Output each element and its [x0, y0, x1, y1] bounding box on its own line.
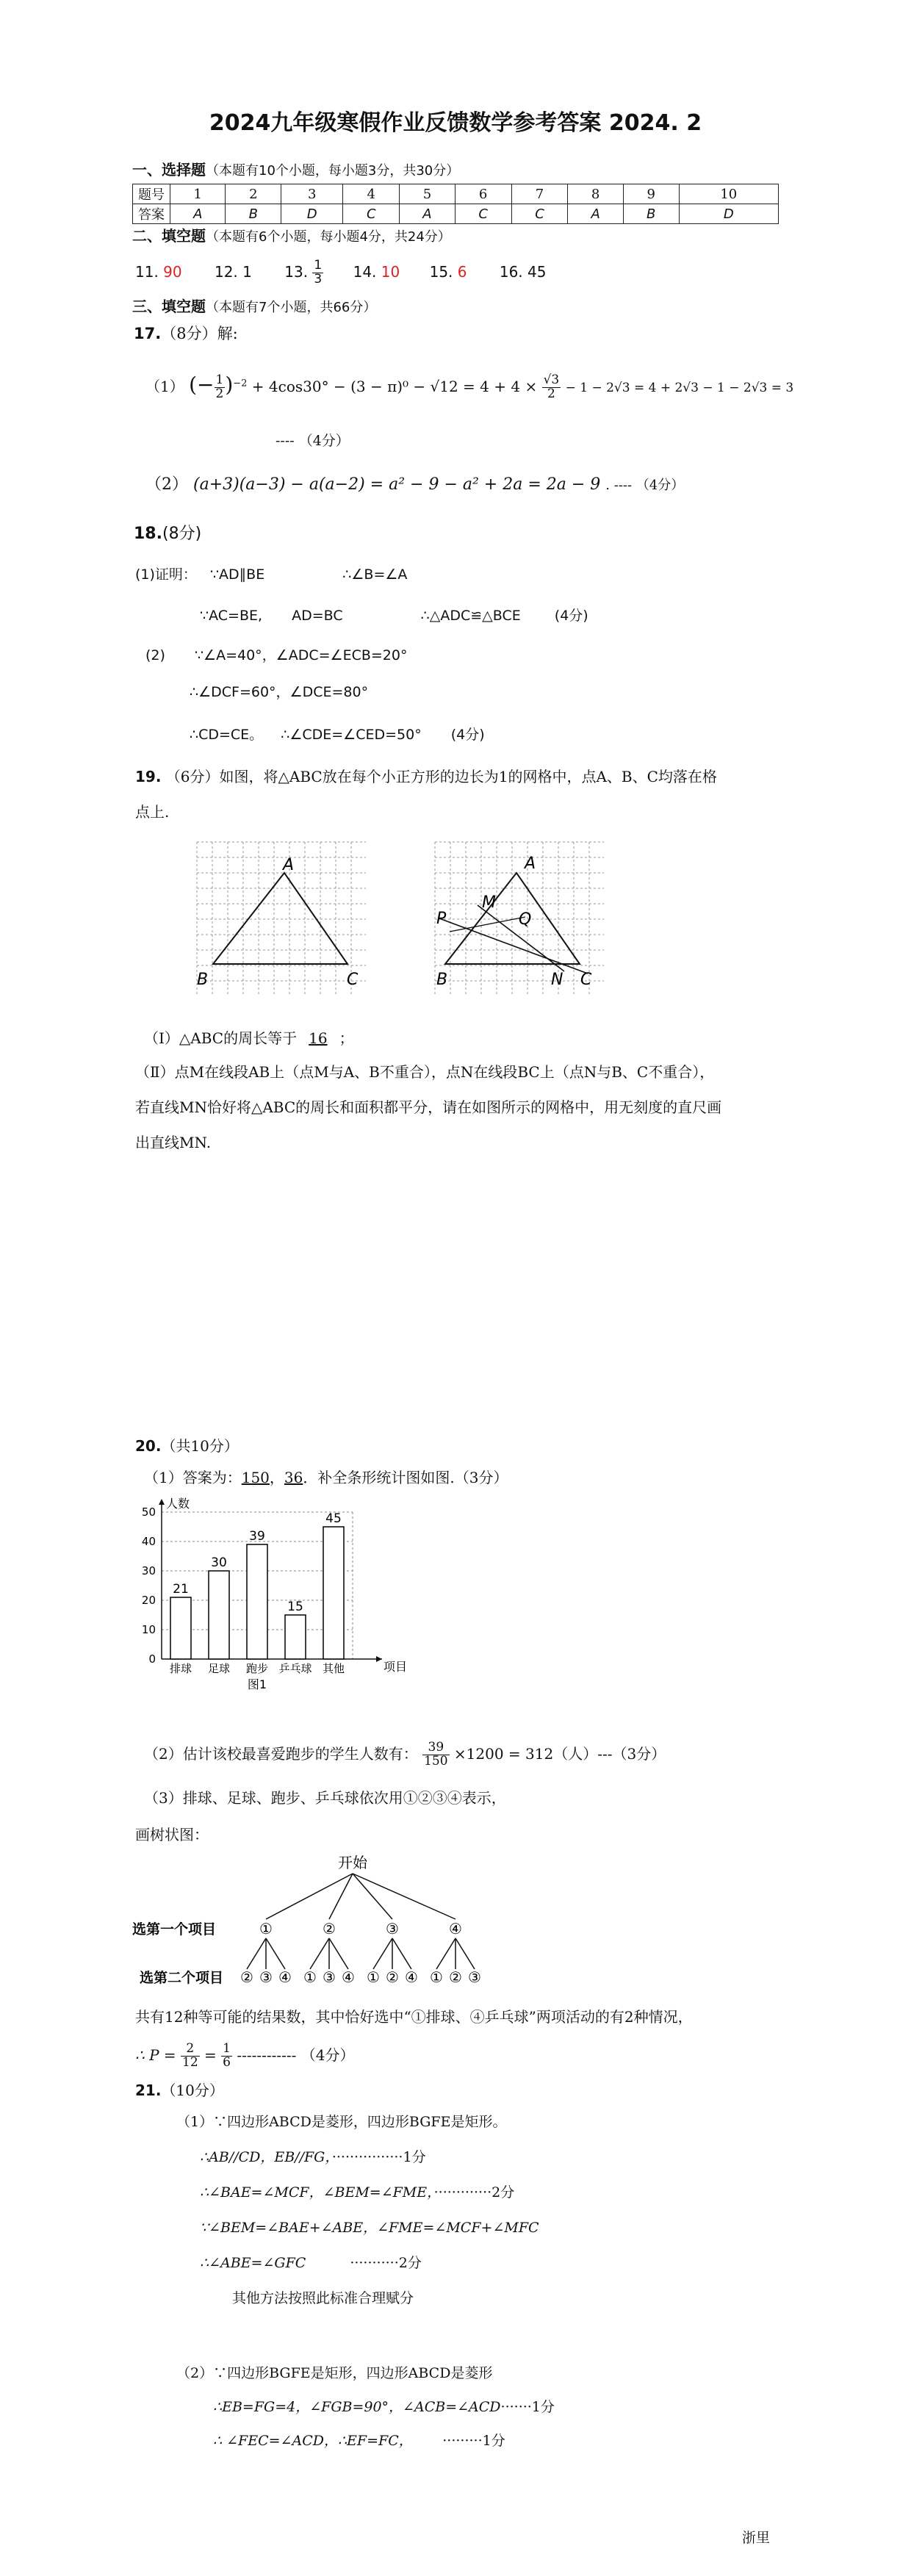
- q20-number: 20.: [135, 1437, 162, 1455]
- q18-step: AD=BC: [292, 608, 343, 624]
- q11-label: 11.: [135, 262, 159, 281]
- fraction-numerator: 1: [223, 2041, 231, 2056]
- question-number: 10: [679, 184, 778, 204]
- q18-step: ∵∠A=40°，∠ADC=∠ECB=20°: [194, 647, 408, 663]
- q20-part3-result: 共有12种等可能的结果数，其中恰好选中“①排球、④乒乓球”两项活动的有2种情况，: [135, 2008, 693, 2026]
- q18-score: (8分): [162, 525, 202, 543]
- section-3-title: 三、填空题: [132, 298, 206, 315]
- bar: [209, 1571, 229, 1659]
- q20-points: ------------ （4分）: [237, 2046, 355, 2064]
- tree-start-node: 开始: [338, 1854, 367, 1871]
- tree-branch: [353, 1874, 392, 1919]
- tree-branch: [353, 1874, 455, 1919]
- x-tick-label: 排球: [169, 1662, 192, 1675]
- y-tick-label: 40: [141, 1535, 156, 1548]
- q20-probability: [135, 2043, 355, 2070]
- q21-step: ∴ ∠FEC=∠ACD，∴EF=FC，: [213, 2433, 406, 2449]
- q18-step: ∵AD∥BE: [209, 566, 265, 583]
- tree-level1-nodes: [259, 1920, 462, 1938]
- point-q-label: Q: [519, 910, 532, 929]
- q17-part2-label: （2）: [145, 475, 188, 494]
- q17-part2: [145, 474, 684, 496]
- section-1-heading: [132, 160, 459, 180]
- q15-label: 15.: [429, 262, 453, 281]
- q13-numerator: 1: [314, 258, 323, 273]
- q17-exponent: −2: [233, 378, 248, 389]
- bar: [323, 1527, 344, 1659]
- q17-part2-points: . ---- （4分）: [605, 478, 685, 493]
- vertex-c-label: C: [580, 971, 592, 989]
- q17-part1: （1） (− $\frac{1}{2}$ )$^{-2}$ + 4cos30° − (3 − π)⁰ − √12 = 4 + 4 × $\frac{√3}{2}$ − 1 − 2√3 = 4 + 2√3 − 1 − 2√3 = 3: [145, 373, 794, 401]
- q20-answer-angle: 36: [284, 1469, 303, 1486]
- grid: [197, 842, 366, 995]
- section-3-heading: [132, 297, 376, 317]
- row-label: 答案: [133, 204, 170, 224]
- q20-part3: （3）排球、足球、跑步、乒乓球依次用①②③④表示，: [144, 1789, 506, 1807]
- tree-node: ①: [259, 1920, 273, 1938]
- q19-part1-answer: 16: [309, 1029, 328, 1047]
- fill-in-answers: [135, 259, 546, 287]
- x-axis-title: 项目: [384, 1660, 408, 1674]
- q21-p2-line2: [213, 2398, 555, 2417]
- q20-separator: ，: [269, 1469, 284, 1486]
- q17-part1-points: ---- （4分）: [276, 433, 350, 449]
- q17-base-fraction: [215, 374, 226, 401]
- fraction-denominator: 6: [223, 2054, 231, 2070]
- tree-level1-label: 选第一个项目: [132, 1921, 217, 1938]
- question-number: 6: [455, 184, 511, 204]
- q17-number: 17.: [134, 325, 162, 342]
- q17-part2-expression: (a+3)(a−3) − a(a−2) = a² − 9 − a² + 2a = 2a − 9: [193, 475, 601, 494]
- tree-node: ①: [367, 1968, 380, 1986]
- answer-cell: B: [226, 204, 281, 224]
- answer-cell: C: [455, 204, 511, 224]
- tree-branch: [373, 1938, 392, 1969]
- bar: [170, 1597, 191, 1659]
- q13-label: 13.: [284, 262, 309, 281]
- q12-label: 12.: [214, 262, 238, 281]
- q20-heading: [135, 1436, 239, 1456]
- tree-branch: [436, 1938, 455, 1969]
- question-number: 9: [623, 184, 679, 204]
- q21-scoring-note: 其他方法按照此标准合理赋分: [232, 2290, 414, 2306]
- q21-points: ·······1分: [500, 2399, 555, 2415]
- q18-step: ∴∠B=∠A: [342, 566, 408, 583]
- fraction-denominator: 12: [182, 2054, 198, 2070]
- y-axis-arrow: [159, 1499, 165, 1505]
- x-tick-label: 其他: [322, 1662, 345, 1675]
- q20-bar-chart: [140, 1497, 419, 1710]
- section-2-note: （本题有6个小题，每小题4分，共24分）: [206, 229, 451, 245]
- tree-node: ③: [323, 1968, 336, 1986]
- q14-label: 14.: [353, 262, 377, 281]
- q21-p1-line3: [200, 2184, 514, 2203]
- q18-heading: [134, 523, 201, 545]
- helper-line: [450, 917, 525, 932]
- q20-fraction-numerator: 39: [422, 1741, 449, 1755]
- x-tick-label: 足球: [207, 1662, 231, 1675]
- q20-tree-caption: 画树状图：: [135, 1826, 209, 1843]
- q18-proof-label: (1)证明：: [135, 566, 197, 583]
- q21-step: ∴EB=FG=4，∠FGB=90°，∠ACB=∠ACD: [213, 2399, 501, 2415]
- q16-answer: 45: [527, 262, 547, 281]
- q19-figure-1: [192, 838, 369, 1014]
- tree-branch: [329, 1874, 353, 1919]
- q19-part2-line3: 出直线MN.: [135, 1134, 212, 1151]
- q21-points: ················1分: [331, 2149, 426, 2165]
- q15-answer: 6: [457, 262, 467, 281]
- answer-row: [133, 204, 779, 224]
- q17-base-denominator: 2: [215, 386, 224, 401]
- vertex-a-label: A: [525, 855, 536, 873]
- answer-cell: A: [568, 204, 623, 224]
- answer-cell: B: [623, 204, 679, 224]
- q17-part1-expression: + 4cos30° − (3 − π)⁰ − √12 = 4 + 4 ×: [251, 378, 538, 395]
- row-label: 题号: [133, 184, 170, 204]
- q20-estimate-result: ×1200 = 312（人）---（3分）: [453, 1744, 666, 1763]
- q18-number: 18.: [134, 525, 162, 543]
- tree-node: ②: [449, 1968, 462, 1986]
- q18-points: (4分): [450, 727, 485, 743]
- q19-line1: [135, 767, 717, 787]
- q14-answer: 10: [381, 262, 400, 281]
- q19-part2-line2: 若直线MN恰好将△ABC的周长和面积都平分，请在如图所示的网格中，用无刻度的直尺画: [135, 1098, 722, 1116]
- tree-node: ②: [323, 1920, 336, 1938]
- question-number: 8: [568, 184, 623, 204]
- q20-estimate-fraction: [422, 1741, 449, 1769]
- tree-node: ①: [430, 1968, 443, 1986]
- q18-line1: [135, 566, 407, 585]
- q19-number: 19.: [135, 768, 162, 785]
- bar: [247, 1544, 267, 1659]
- q18-step: ∴∠CDE=∠CED=50°: [281, 727, 422, 743]
- q20-answer-total: 150: [241, 1469, 270, 1486]
- tree-node: ②: [386, 1968, 399, 1986]
- vertex-c-label: C: [347, 971, 359, 989]
- q20-tree-diagram: [132, 1852, 544, 1998]
- answer-cell: A: [400, 204, 455, 224]
- y-tick-label: 20: [141, 1594, 156, 1607]
- question-number: 5: [400, 184, 455, 204]
- q18-line4: ∴∠DCF=60°，∠DCE=80°: [190, 684, 369, 700]
- bar-value-label: 39: [249, 1529, 265, 1544]
- q19-part1-end: ；: [339, 1029, 354, 1047]
- answer-cell: C: [511, 204, 568, 224]
- x-tick-label: 跑步: [245, 1662, 269, 1675]
- question-number-row: [133, 184, 779, 204]
- q20-fraction-b: [221, 2043, 232, 2070]
- q18-step: ∴CD=CE。: [190, 727, 264, 743]
- tree-node: ③: [468, 1968, 481, 1986]
- q21-p1-line4: ∵∠BEM=∠BAE+∠ABE，∠FME=∠MCF+∠MFC: [200, 2220, 539, 2236]
- tree-branches: [247, 1874, 475, 1969]
- y-tick-label: 30: [141, 1564, 156, 1577]
- bar-value-label: 30: [211, 1555, 227, 1570]
- q21-step: ∴∠ABE=∠GFC: [200, 2255, 306, 2271]
- section-1-title: 一、选择题: [132, 161, 206, 179]
- q21-points: ·········1分: [442, 2433, 505, 2449]
- bar-value-label: 21: [173, 1582, 189, 1597]
- y-axis-title: 人数: [166, 1497, 190, 1511]
- q13-answer-fraction: [312, 259, 323, 287]
- fraction-numerator: 2: [181, 2043, 200, 2057]
- tree-branch: [266, 1938, 285, 1969]
- q20-score: （共10分）: [161, 1437, 239, 1455]
- q21-p2-line3: [213, 2432, 505, 2451]
- q20-part2: [144, 1741, 666, 1769]
- tree-node: ④: [342, 1968, 355, 1986]
- q18-step: ∴△ADC≌△BCE: [420, 608, 521, 624]
- tree-branch: [392, 1938, 411, 1969]
- tree-node: ④: [449, 1920, 462, 1938]
- page-title: 2024九年级寒假作业反馈数学参考答案 2024. 2: [209, 110, 702, 136]
- q19-part1-question: （Ⅰ）△ABC的周长等于: [144, 1029, 298, 1047]
- choice-answer-table: [132, 184, 779, 224]
- question-number: 3: [281, 184, 343, 204]
- section-3-note: （本题有7个小题，共66分）: [206, 300, 377, 315]
- point-m-label: M: [482, 893, 496, 912]
- q17-base-numerator: 1: [215, 373, 224, 388]
- equals-sign: =: [204, 2046, 217, 2064]
- q18-line5: [190, 726, 485, 745]
- q19-part1: [144, 1029, 354, 1048]
- question-number: 1: [170, 184, 226, 204]
- x-axis-arrow: [376, 1656, 382, 1662]
- q17-fraction-denominator: 2: [547, 386, 555, 401]
- point-n-label: N: [551, 971, 563, 989]
- q21-p2-line1: （2）∵四边形BGFE是矩形，四边形ABCD是菱形: [176, 2365, 493, 2381]
- q17-heading: [134, 323, 238, 344]
- q21-p1-line2: [200, 2148, 426, 2167]
- tree-node: ②: [240, 1968, 253, 1986]
- section-2-heading: [132, 226, 451, 246]
- q19-statement: （6分）如图，将△ABC放在每个小正方形的边长为1的网格中，点A、B、C均落在格: [165, 768, 717, 785]
- question-number: 7: [511, 184, 568, 204]
- vertex-b-label: B: [436, 971, 448, 989]
- q19-line2: 点上.: [135, 803, 170, 821]
- q18-points: (4分): [554, 608, 588, 624]
- q18-line3: [145, 647, 407, 666]
- q20-part2-label: （2）估计该校最喜爱跑步的学生人数有：: [144, 1744, 418, 1763]
- tree-node: ①: [303, 1968, 317, 1986]
- q17-score: （8分）解:: [161, 325, 238, 342]
- q21-points: ···········2分: [350, 2255, 422, 2271]
- answer-cell: A: [170, 204, 226, 224]
- question-number: 2: [226, 184, 281, 204]
- q21-p1-line5: [200, 2254, 422, 2273]
- q18-step: ∵AC=BE,: [200, 608, 263, 624]
- q21-heading: [135, 2081, 224, 2101]
- q20-part1-label: （1）答案为：: [144, 1469, 242, 1486]
- vertex-b-label: B: [197, 971, 209, 989]
- q21-step: ∴AB//CD，EB//FG，: [200, 2149, 332, 2165]
- tree-level2-nodes: [240, 1968, 481, 1986]
- q20-fraction-a: [181, 2043, 200, 2070]
- bar-value-label: 15: [287, 1600, 303, 1614]
- tree-branch: [310, 1938, 329, 1969]
- answer-cell: C: [343, 204, 400, 224]
- q17-part1-label: （1）: [145, 378, 184, 395]
- q17-part1-result: − 1 − 2√3 = 4 + 2√3 − 1 − 2√3 = 3: [565, 381, 794, 395]
- q12-answer: 1: [242, 262, 252, 281]
- y-tick-label: 0: [148, 1652, 156, 1666]
- q21-p1-line1: （1）∵四边形ABCD是菱形，四边形BGFE是矩形。: [176, 2114, 507, 2130]
- tree-node: ③: [259, 1968, 273, 1986]
- y-tick-label: 50: [141, 1505, 156, 1519]
- tree-node: ④: [405, 1968, 418, 1986]
- tree-branch: [329, 1938, 348, 1969]
- q17-fraction-numerator: √3: [543, 373, 560, 388]
- q21-step: ∴∠BAE=∠MCF，∠BEM=∠FME，: [200, 2184, 434, 2201]
- q20-fraction-denominator: 150: [424, 1753, 448, 1769]
- point-p-label: P: [436, 910, 447, 928]
- q21-points: ·············2分: [433, 2184, 515, 2201]
- q17-sqrt3-fraction: [542, 374, 561, 401]
- q21-score: （10分）: [161, 2082, 224, 2099]
- q21-number: 21.: [135, 2082, 162, 2099]
- section-1-note: （本题有10个小题，每小题3分，共30分）: [206, 163, 460, 179]
- q19-part2-line1: （Ⅱ）点M在线段AB上（点M与A、B不重合），点N在线段BC上（点N与B、C不重合），: [135, 1063, 715, 1081]
- x-tick-label: 乒乓球: [278, 1662, 312, 1675]
- question-number: 4: [343, 184, 400, 204]
- q13-denominator: 3: [314, 271, 323, 287]
- tree-branch: [247, 1938, 266, 1969]
- q19-figure-2: [433, 838, 610, 1014]
- bar-value-label: 45: [325, 1511, 342, 1526]
- answer-cell: D: [281, 204, 343, 224]
- tree-branch: [455, 1938, 475, 1969]
- q18-part2-label: (2): [145, 647, 165, 663]
- q20-part1-note: ．补全条形统计图如图.（3分）: [303, 1469, 508, 1486]
- q20-probability-label: ∴ P =: [135, 2046, 176, 2064]
- tree-node: ④: [278, 1968, 292, 1986]
- chart-title: 图1: [247, 1677, 267, 1691]
- tree-branch: [266, 1874, 353, 1919]
- section-2-title: 二、填空题: [132, 227, 206, 245]
- q11-answer: 90: [163, 262, 182, 281]
- q16-label: 16.: [499, 262, 523, 281]
- answer-cell: D: [679, 204, 778, 224]
- y-tick-label: 10: [141, 1623, 156, 1636]
- q18-line2: [200, 607, 588, 626]
- vertex-a-label: A: [283, 856, 295, 874]
- bar: [285, 1615, 306, 1659]
- footer-mark: 浙里: [742, 2530, 771, 2546]
- tree-node: ③: [386, 1920, 399, 1938]
- q20-part1: [144, 1468, 508, 1488]
- tree-level2-label: 选第二个项目: [140, 1970, 224, 1986]
